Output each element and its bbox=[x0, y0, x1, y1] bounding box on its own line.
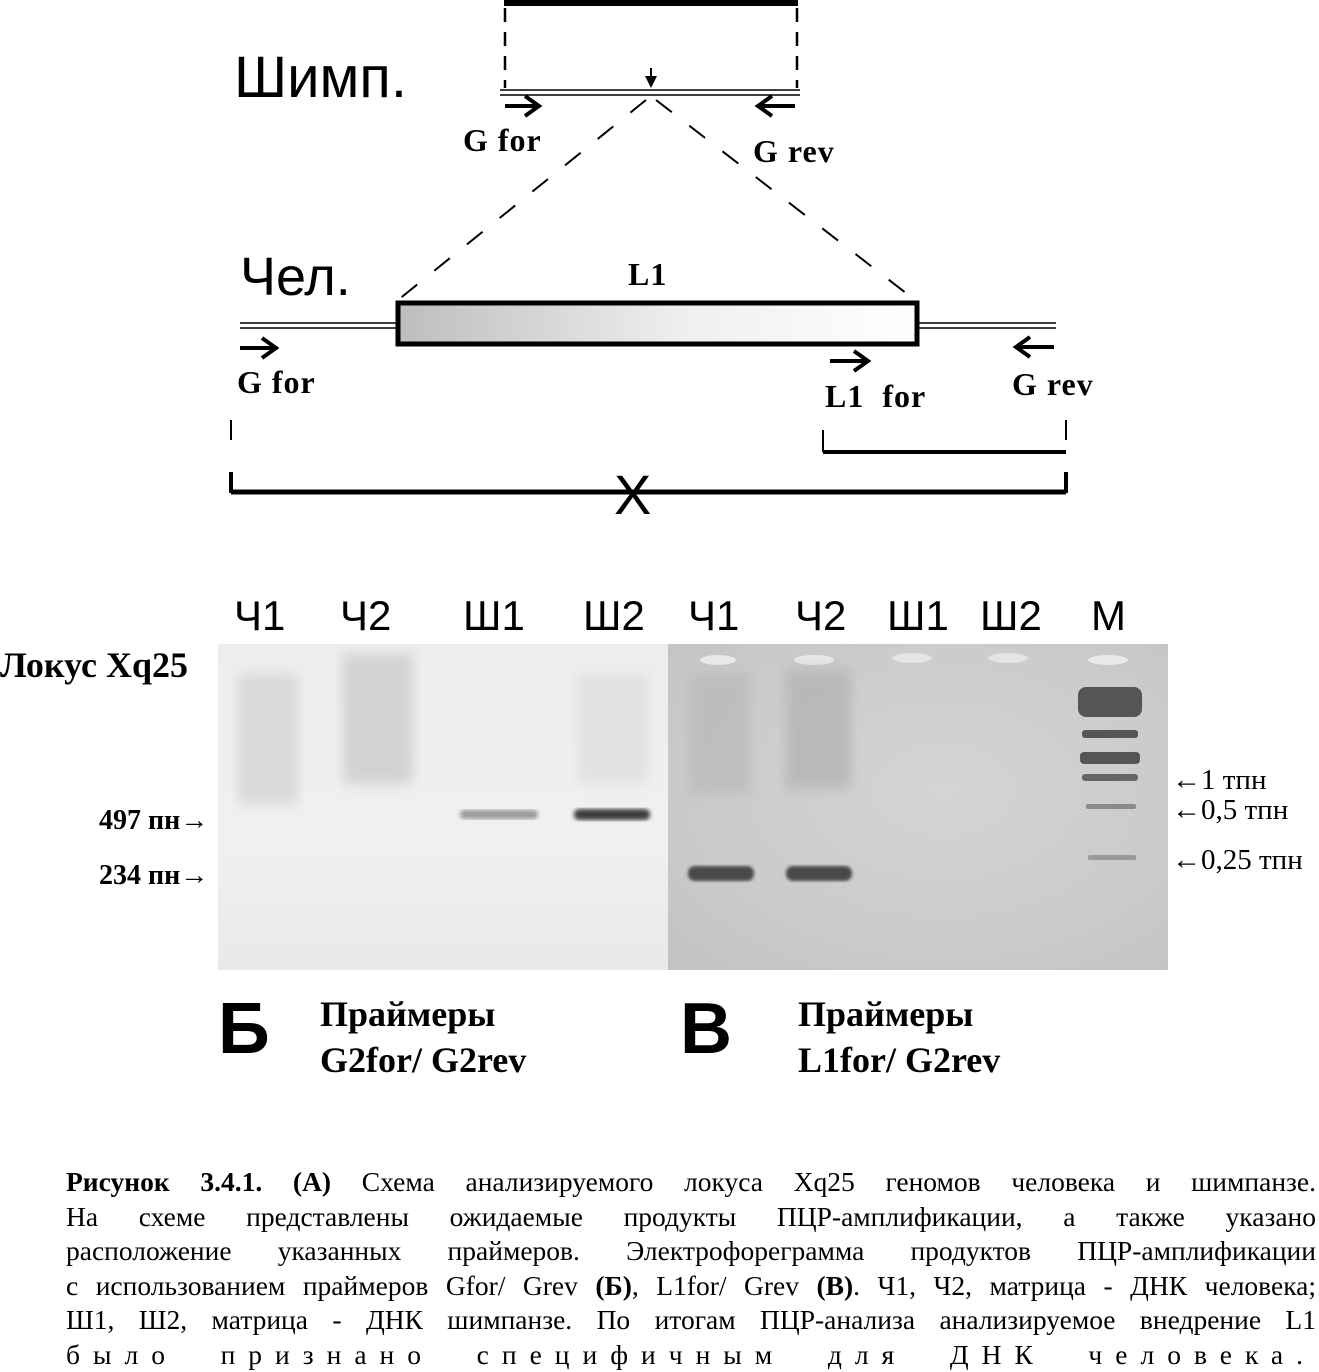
ladder-band-2 bbox=[1082, 730, 1138, 738]
band-b-c1-497 bbox=[460, 810, 538, 819]
locus-label: Локус Xq25 bbox=[0, 645, 189, 685]
lane-v-c2: Ш2 bbox=[980, 592, 1042, 639]
well-v-c2 bbox=[988, 653, 1028, 663]
band-v-h1-234 bbox=[688, 866, 754, 881]
insertion-site-marker bbox=[645, 76, 657, 88]
gel-panel-v bbox=[668, 644, 1168, 970]
smear-v-h1 bbox=[690, 674, 750, 794]
chimp-gfor-arrow bbox=[505, 96, 539, 116]
chimp-grev-label: G rev bbox=[753, 133, 835, 169]
figure-caption bbox=[66, 1165, 1316, 1372]
band-b-c2-497 bbox=[574, 809, 650, 820]
ladder-band-05kb bbox=[1086, 804, 1136, 809]
well-v-h2 bbox=[794, 655, 834, 665]
caption-line-4: с использованием праймеров Gfor/ Grev (Б), L1for/ Grev (В). Ч1, Ч2, матрица - ДНК человека; bbox=[66, 1269, 1316, 1301]
ladder-band-1 bbox=[1078, 687, 1142, 717]
lane-v-h2: Ч2 bbox=[795, 592, 847, 639]
well-v-c1 bbox=[892, 653, 932, 663]
smear-v-h2 bbox=[786, 669, 851, 789]
panel-b-primers-line2: G2for/ G2rev bbox=[320, 1040, 527, 1080]
smear-b-h1 bbox=[238, 674, 298, 804]
gel-panel-b bbox=[218, 644, 670, 970]
chimp-gfor-label: G for bbox=[463, 122, 542, 158]
panel-v-primers bbox=[798, 991, 1000, 1083]
panel-v-letter: В bbox=[680, 989, 732, 1069]
size-label-234: 234 пн→ bbox=[99, 860, 209, 891]
expansion-dash-right bbox=[656, 100, 915, 300]
chimp-label: Шимп. bbox=[234, 45, 407, 110]
size-label-05kb: ←0,5 тпн bbox=[1172, 794, 1289, 826]
human-grev-arrow bbox=[1016, 337, 1054, 357]
lane-b-c1: Ш1 bbox=[463, 592, 525, 639]
well-v-h1 bbox=[700, 655, 736, 665]
caption-figure-number: Рисунок 3.4.1. (А) bbox=[66, 1166, 332, 1197]
caption-line-1: Рисунок 3.4.1. (А) Схема анализируемого локуса Xq25 геномов человека и шимпанзе. bbox=[66, 1166, 1316, 1197]
smear-b-c2 bbox=[578, 674, 648, 784]
size-label-497: 497 пн→ bbox=[99, 805, 209, 836]
well-v-marker bbox=[1088, 655, 1128, 665]
human-label: Чел. bbox=[240, 247, 351, 307]
lane-b-h1: Ч1 bbox=[234, 592, 286, 639]
caption-line-3: расположение указанных праймеров. Электрофореграмма продуктов ПЦР-амплификации bbox=[66, 1235, 1316, 1266]
panel-v-primers-line2: L1for/ G2rev bbox=[798, 1040, 1001, 1080]
human-l1for-arrow bbox=[830, 351, 868, 371]
l1-insert-box bbox=[398, 303, 917, 344]
human-l1for-label: L1 for bbox=[825, 378, 927, 414]
ladder-band-1kb bbox=[1082, 774, 1138, 781]
lane-v-h1: Ч1 bbox=[688, 592, 740, 639]
human-gfor-label: G for bbox=[237, 364, 316, 400]
chimp-grev-arrow bbox=[758, 96, 795, 116]
ladder-band-025kb bbox=[1088, 855, 1136, 860]
smear-b-h2 bbox=[343, 654, 413, 784]
no-product-cross: X bbox=[614, 463, 652, 526]
band-v-h2-234 bbox=[786, 866, 852, 881]
lane-v-marker: М bbox=[1091, 592, 1126, 639]
human-grev-label: G rev bbox=[1012, 366, 1094, 402]
human-gfor-arrow bbox=[240, 338, 276, 358]
caption-line-5: Ш1, Ш2, матрица - ДНК шимпанзе. По итогам ПЦР-анализа анализируемое внедрение L1 bbox=[66, 1304, 1316, 1335]
lane-v-c1: Ш1 bbox=[887, 592, 949, 639]
caption-line-6: было признано специфичным для ДНК человека. bbox=[66, 1338, 1316, 1370]
size-label-1kb: ←1 тпн bbox=[1172, 764, 1267, 796]
caption-line-2: На схеме представлены ожидаемые продукты ПЦР-амплификации, а также указано bbox=[66, 1200, 1316, 1232]
panel-b-primers bbox=[320, 991, 526, 1083]
panel-v-primers-line1: Праймеры bbox=[798, 994, 974, 1034]
panel-b-primers-line1: Праймеры bbox=[320, 994, 496, 1034]
lane-b-h2: Ч2 bbox=[340, 592, 392, 639]
lane-b-c2: Ш2 bbox=[583, 592, 645, 639]
l1-label: L1 bbox=[628, 256, 668, 292]
ladder-band-3 bbox=[1080, 752, 1140, 764]
size-label-025kb: ←0,25 тпн bbox=[1172, 844, 1303, 876]
panel-b-letter: Б bbox=[218, 989, 270, 1069]
